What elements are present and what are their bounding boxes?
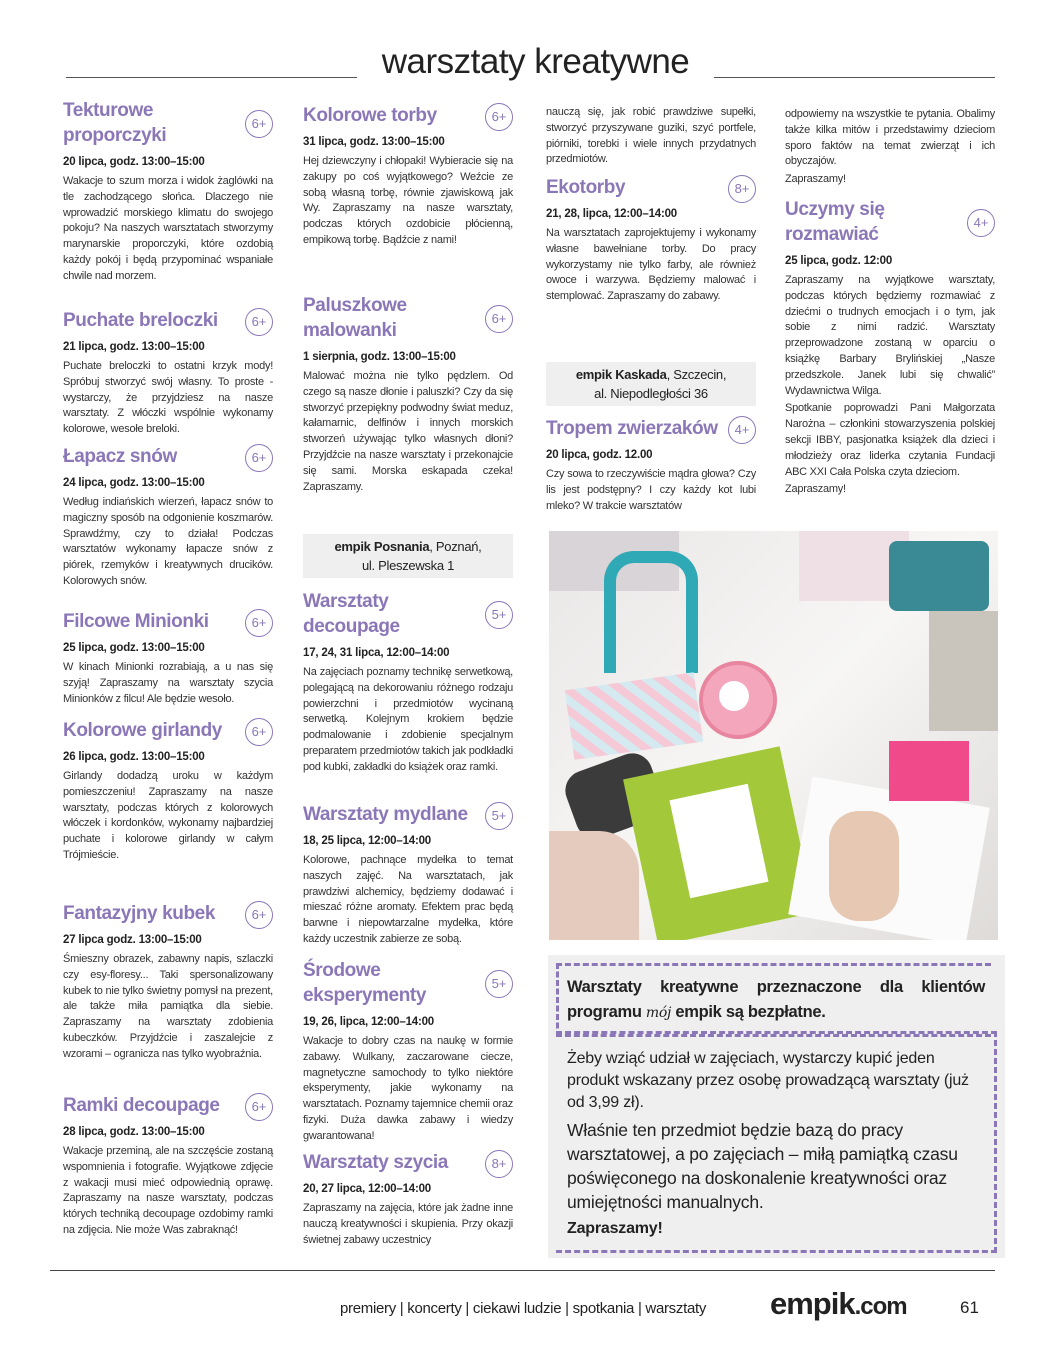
workshop-article bbox=[546, 416, 756, 516]
store-location bbox=[546, 362, 756, 406]
workshop-date: 27 lipca godz. 13:00–15:00 bbox=[63, 934, 202, 946]
age-badge: 8+ bbox=[728, 175, 756, 203]
store-address: ul. Pleszewska 1 bbox=[361, 558, 455, 573]
workshop-description bbox=[63, 769, 273, 864]
workshop-article bbox=[63, 444, 273, 592]
age-badge: 6+ bbox=[245, 901, 273, 929]
description-paragraph: Girlandy dodadzą uroku w każdym pomieszczeniu! Zapraszamy na nasze warsztaty, podczas których z kolorowych włóczek i kordonków, wykonamy najbardziej puchate i kolorowe girlandy w całym Trójmieście. bbox=[63, 770, 273, 861]
moj-empik-logo: mój bbox=[645, 1005, 672, 1021]
age-badge: 6+ bbox=[245, 444, 273, 472]
info-lead-text-1: Warsztaty kreatywne przeznaczone dla klientów programu bbox=[567, 978, 985, 1021]
workshop-description bbox=[303, 369, 513, 495]
age-badge: 4+ bbox=[728, 416, 756, 444]
description-paragraph: Według indiańskich wierzeń, łapacz snów to magiczny sposób na odgonienie koszmarów. Sprawdźmy, czy to działa! Podczas warsztatów wykonamy łapacze snów z piórek, rzemyków i kreatywnych drucików. Kolorowych snów. bbox=[63, 496, 273, 587]
workshop-description bbox=[303, 154, 513, 249]
workshop-description bbox=[63, 1144, 273, 1239]
description-paragraph: Zapraszamy na zajęcia, które jak żadne inne nauczą kreatywności i skupienia. Przy okazji świetnej zabawy uczestnicy bbox=[303, 1202, 513, 1246]
description-paragraph: Puchate breloczki to ostatni krzyk mody! Spróbuj stworzyć swój własny. To proste - wystarczy, że przyjdziesz na nasze warsztaty. Z włóczki wspólnie wykonamy kolorowe, wesołe breloki. bbox=[63, 360, 273, 436]
description-paragraph: Spotkanie poprowadzi Pani Małgorzata Narożna – członkini stowarzyszenia polskiej sekcji IBBY, pasjonatka książek dla dzieci i młodzieży oraz liderka czytania Fundacji ABC XXI Cała Polska czyta dzieciom. bbox=[785, 402, 995, 478]
age-badge: 6+ bbox=[245, 609, 273, 637]
workshop-article bbox=[63, 308, 273, 440]
workshop-description bbox=[303, 1201, 513, 1248]
page-title: warsztaty kreatywne bbox=[381, 42, 690, 81]
header-rule-left bbox=[66, 77, 357, 78]
store-city: , Szczecin, bbox=[666, 367, 727, 382]
footer-nav: premiery | koncerty | ciekawi ludzie | spotkania | warsztaty bbox=[340, 1300, 707, 1317]
workshop-date: 20 lipca, godz. 13:00–15:00 bbox=[63, 156, 205, 168]
description-paragraph: Wakacje to szum morza i widok żaglówki na tle zachodzącego słońca. Dlaczego nie wprowadzić morskiego klimatu do swojego pokoju? Na naszych warsztatach stworzymy marynarskie proporczyki, które ozdobią każdy pokój i będą przypominać wspaniałe chwile nad morzem. bbox=[63, 175, 273, 282]
workshop-title: Warsztaty szycia bbox=[303, 1152, 448, 1173]
description-paragraph: Czy sowa to rzeczywiście mądra głowa? Czy lis jest podstępny? I czy każdy kot lubi mleko? W trakcie warsztatów bbox=[546, 468, 756, 512]
workshop-date: 1 sierpnia, godz. 13:00–15:00 bbox=[303, 351, 456, 363]
info-paragraph-2: Właśnie ten przedmiot będzie bazą do pracy warsztatowej, a po zajęciach – miłą pamiątką czasu poświęconego na doskonalenie kreatywności oraz umiejętności manualnych. bbox=[567, 1120, 958, 1212]
workshop-title: Tropem zwierzaków bbox=[546, 418, 718, 439]
age-badge: 5+ bbox=[485, 802, 513, 830]
workshop-article bbox=[63, 901, 273, 1065]
workshop-article bbox=[63, 718, 273, 866]
craft-supplies-photo bbox=[549, 531, 998, 940]
workshop-description bbox=[303, 665, 513, 776]
workshop-date: 21 lipca, godz. 13:00–15:00 bbox=[63, 341, 205, 353]
workshop-title: Tekturowe proporczyki bbox=[63, 100, 167, 146]
workshop-title: Kolorowe torby bbox=[303, 105, 437, 126]
workshop-description bbox=[63, 660, 273, 707]
workshop-title: Warsztaty mydlane bbox=[303, 804, 468, 825]
description-paragraph: Wakacje to dobry czas na naukę w formie zabawy. Wulkany, zaczarowane ciecze, magnetyczne samochody to tylko niektóre eksperymenty, jakie wykonamy na warsztatach. Poznamy tajemnice chemii oraz fizyki. Duża dawka zabawy i wiedzy gwarantowana! bbox=[303, 1035, 513, 1142]
workshop-description bbox=[63, 952, 273, 1063]
age-badge: 5+ bbox=[485, 970, 513, 998]
description-paragraph: W kinach Minionki rozrabiają, a u nas się szyją! Zapraszamy na warsztaty szycia Minionków z filcu! Ale będzie wesoło. bbox=[63, 661, 273, 705]
description-paragraph: Na zajęciach poznamy technikę serwetkową, polegającą na dekorowaniu różnego rodzaju powierzchni i przedmiotów wycinaną serwetką. Kolejnym krokiem będzie podmalowanie i zdobienie specjalnym preparatem przedmiotów takich jak podkładki pod kubki, zakładki do książek oraz ramki. bbox=[303, 666, 513, 773]
workshop-article bbox=[785, 197, 995, 500]
description-paragraph: Kolorowe, pachnące mydełka to temat naszych zajęć. Na warsztatach, jak prawdziwi alchemicy, będziemy dodawać i mieszać różne aromaty. Efektem prac będą barwne i niepowtarzalne mydełka, które każdy uczestnik zabierze ze sobą. bbox=[303, 854, 513, 945]
workshop-description bbox=[546, 226, 756, 305]
info-text bbox=[567, 1048, 985, 1244]
workshop-title: Kolorowe girlandy bbox=[63, 720, 222, 741]
store-name-line bbox=[303, 537, 513, 556]
logo-main: empik bbox=[770, 1286, 855, 1321]
workshop-description bbox=[63, 359, 273, 438]
description-paragraph: Wakacje przeminą, ale na szczęście zostaną wspomnienia i fotografie. Wyjątkowe zdjęcie z wakacji musi mieć odpowiednią oprawę. Zapraszamy na nasze warsztaty, podczas których techniką decoupage ozdobimy ramki na zdjęcia. Nie może Was zabraknąć! bbox=[63, 1145, 273, 1236]
workshop-date: 20 lipca, godz. 12.00 bbox=[546, 449, 653, 461]
workshop-article bbox=[303, 802, 513, 950]
workshop-date: 21, 28, lipca, 12:00–14:00 bbox=[546, 208, 677, 220]
workshop-date: 28 lipca, godz. 13:00–15:00 bbox=[63, 1126, 205, 1138]
store-name-line bbox=[546, 365, 756, 384]
workshop-article bbox=[63, 1093, 273, 1241]
workshop-description bbox=[63, 495, 273, 590]
age-badge: 8+ bbox=[485, 1150, 513, 1178]
description-paragraph: odpowiemy na wszystkie te pytania. Obalimy także kilka mitów i przedstawimy dzieciom sporo faktów na temat zwierząt i ich obyczajów. bbox=[785, 108, 995, 168]
description-paragraph: Zapraszamy! bbox=[785, 483, 846, 496]
info-closing: Zapraszamy! bbox=[567, 1220, 663, 1237]
workshop-title: Ramki decoupage bbox=[63, 1095, 220, 1116]
description-paragraph: Hej dziewczyny i chłopaki! Wybieracie się na zakupy po coś wyjątkowego? Weźcie ze sobą własną torbę, równie zjawiskową jak Wy. Zapraszamy na nasze warsztaty, podczas których ozdobicie płócienną, empikową torbę. Bądźcie z nami! bbox=[303, 155, 513, 246]
workshop-article bbox=[303, 589, 513, 778]
workshop-article bbox=[63, 609, 273, 709]
age-badge: 6+ bbox=[485, 103, 513, 131]
workshop-date: 31 lipca, godz. 13:00–15:00 bbox=[303, 136, 445, 148]
description-paragraph: Zapraszamy na wyjątkowe warsztaty, podczas których będziemy rozmawiać z dziećmi o trudnych emocjach i o tym, jak sobie z nimi radzić. Warsztaty przeprowadzone zostaną w oparciu o książkę Barbary Brylińskiej „Nasze przedszkole. Janek lubi się chwalić” Wydawnictwa Wilga. bbox=[785, 274, 995, 397]
workshop-date: 17, 24, 31 lipca, 12:00–14:00 bbox=[303, 647, 450, 659]
workshop-title: Łapacz snów bbox=[63, 446, 177, 467]
age-badge: 6+ bbox=[485, 305, 513, 333]
workshop-article bbox=[303, 103, 513, 251]
workshop-description bbox=[546, 467, 756, 514]
workshop-date: 18, 25 lipca, 12:00–14:00 bbox=[303, 835, 431, 847]
workshop-date: 25 lipca, godz. 13:00–15:00 bbox=[63, 642, 205, 654]
workshop-title: Paluszkowe malowanki bbox=[303, 295, 407, 341]
age-badge: 6+ bbox=[245, 308, 273, 336]
store-location bbox=[303, 534, 513, 578]
workshop-description bbox=[303, 1034, 513, 1145]
workshop-title: Ekotorby bbox=[546, 177, 626, 198]
description-paragraph: Śmieszny obrazek, zabawny napis, szlaczki czy esy-floresy... Taki spersonalizowany kubek to nie tylko świetny pomysł na prezent, ale także miła pamiątka dla siebie. Zapraszamy na warsztaty zdobienia kubeczków. Przyjdźcie i zaszalejcie z wzorami – ogranicza nas tylko wyobraźnia. bbox=[63, 953, 273, 1060]
info-lead-text-2: empik są bezpłatne. bbox=[675, 1003, 826, 1021]
description-paragraph: nauczą się, jak robić prawdziwe supełki, stworzyć przyszywane guziki, szyć portfele, piórniki, torebki i wiele innych przydatnych przedmiotów. bbox=[546, 106, 756, 166]
workshop-title: Warsztaty decoupage bbox=[303, 591, 400, 637]
workshop-description bbox=[785, 107, 995, 188]
workshop-date: 26 lipca, godz. 13:00–15:00 bbox=[63, 751, 205, 763]
workshop-article bbox=[63, 98, 273, 287]
workshop-date: 20, 27 lipca, 12:00–14:00 bbox=[303, 1183, 431, 1195]
workshop-article bbox=[303, 958, 513, 1147]
workshop-title: Uczymy się rozmawiać bbox=[785, 199, 885, 245]
workshop-date: 19, 26, lipca, 12:00–14:00 bbox=[303, 1016, 434, 1028]
age-badge: 5+ bbox=[485, 601, 513, 629]
store-city: , Poznań, bbox=[429, 539, 482, 554]
workshop-description bbox=[63, 174, 273, 285]
info-lead bbox=[567, 975, 985, 1026]
header-rule-right bbox=[714, 77, 995, 78]
continued-text bbox=[785, 107, 995, 190]
empik-logo bbox=[770, 1286, 907, 1322]
workshop-date: 25 lipca, godz. 12:00 bbox=[785, 255, 893, 267]
description-paragraph: Zapraszamy! bbox=[785, 173, 846, 186]
workshop-article bbox=[303, 293, 513, 497]
age-badge: 6+ bbox=[245, 1093, 273, 1121]
workshop-description bbox=[546, 105, 756, 168]
workshop-title: Środowe eksperymenty bbox=[303, 960, 426, 1006]
workshop-date: 24 lipca, godz. 13:00–15:00 bbox=[63, 477, 205, 489]
description-paragraph: Na warsztatach zaprojektujemy i wykonamy własne bawełniane torby. Do pracy wykorzystamy nie tylko farby, ale również owoce i warzywa. Będziemy malować i stemplować. Zapraszamy do zabawy. bbox=[546, 227, 756, 303]
store-address: al. Niepodległości 36 bbox=[594, 386, 708, 401]
workshop-description bbox=[303, 853, 513, 948]
workshop-article bbox=[303, 1150, 513, 1250]
logo-suffix: .com bbox=[854, 1293, 907, 1320]
info-paragraph-1: Żeby wziąć udział w zajęciach, wystarczy kupić jeden produkt wskazany przez osobę prowadzącą warsztaty (już od 3,99 zł). bbox=[567, 1050, 969, 1111]
store-name: empik Posnania bbox=[334, 539, 430, 554]
workshop-title: Filcowe Minionki bbox=[63, 611, 209, 632]
store-name: empik Kaskada bbox=[575, 367, 667, 382]
footer-rule bbox=[50, 1270, 995, 1271]
page-number: 61 bbox=[960, 1298, 979, 1317]
continued-text bbox=[546, 105, 756, 170]
description-paragraph: Malować można nie tylko pędzlem. Od czego są nasze dłonie i paluszki? Czy da się stworzyć przepiękny podwodny świat meduz, kałamarnic, delfinów i innych morskich stworzeń używając tylko własnych dłoni? Przyjdźcie na nasze warsztaty i przekonajcie się sami. Morska eskapada czeka! Zapraszamy. bbox=[303, 370, 513, 493]
workshop-article bbox=[546, 175, 756, 307]
age-badge: 6+ bbox=[245, 718, 273, 746]
age-badge: 4+ bbox=[967, 209, 995, 237]
workshop-title: Fantazyjny kubek bbox=[63, 903, 215, 924]
age-badge: 6+ bbox=[245, 110, 273, 138]
workshop-title: Puchate breloczki bbox=[63, 310, 218, 331]
workshop-description bbox=[785, 273, 995, 498]
